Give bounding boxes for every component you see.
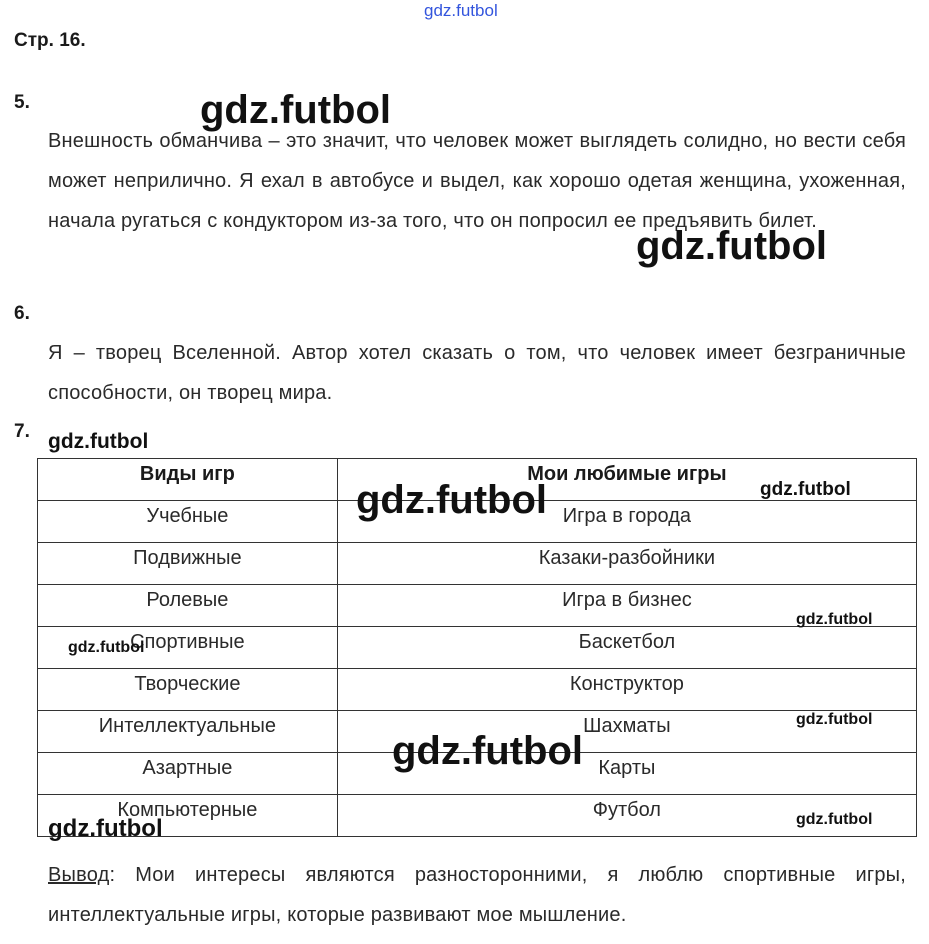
conclusion-text: : Мои интересы являются разносторонними, я люблю спортивные игры, интеллектуальные игры, которые развивают мое мышление. [48, 864, 906, 926]
favorite-game-cell: Конструктор [337, 669, 916, 711]
favorite-game-cell: Шахматы [337, 711, 916, 753]
watermark: gdz.futbol [796, 611, 873, 628]
table-row [38, 585, 917, 627]
table-row [38, 627, 917, 669]
favorite-game-cell: Игра в города [337, 501, 916, 543]
watermark: gdz.futbol [392, 729, 584, 773]
task-7-number: 7. [14, 421, 30, 442]
conclusion-label: Вывод [48, 864, 110, 886]
table-row [38, 669, 917, 711]
task-5-text: Внешность обманчива – это значит, что человек может выглядеть солидно, но вести себя может неприлично. Я ехал в автобусе и выдел, как хорошо одетая женщина, ухоженная, начала ругаться с кондуктором из-за того, что он попросил ее предъявить билет. [48, 130, 906, 232]
game-type-cell: Спортивные [38, 627, 338, 669]
header-game-types: Виды игр [38, 459, 338, 501]
watermark: gdz.futbol [200, 88, 392, 132]
favorite-game-cell: Баскетбол [337, 627, 916, 669]
game-type-cell: Творческие [38, 669, 338, 711]
watermark: gdz.futbol [760, 479, 851, 500]
favorite-game-cell: Карты [337, 753, 916, 795]
game-type-cell: Интеллектуальные [38, 711, 338, 753]
favorite-game-cell: Футбол [337, 795, 916, 837]
watermark: gdz.futbol [48, 815, 163, 842]
table-row [38, 795, 917, 837]
game-type-cell: Подвижные [38, 543, 338, 585]
game-type-cell: Компьютерные [38, 795, 338, 837]
watermark: gdz.futbol [796, 711, 873, 728]
game-type-cell: Азартные [38, 753, 338, 795]
watermark: gdz.futbol [68, 639, 145, 656]
game-type-cell: Учебные [38, 501, 338, 543]
page-label: Стр. 16. [14, 30, 86, 51]
watermark: gdz.futbol [636, 224, 828, 268]
task-6-number: 6. [14, 303, 30, 324]
favorite-game-cell: Казаки-разбойники [337, 543, 916, 585]
task-7-conclusion [48, 855, 906, 935]
task-6-text: Я – творец Вселенной. Автор хотел сказать о том, что человек имеет безграничные способности, он творец мира. [48, 342, 906, 404]
favorite-game-cell: Игра в бизнес [337, 585, 916, 627]
watermark: gdz.futbol [48, 430, 149, 453]
watermark-top: gdz.futbol [424, 1, 498, 20]
game-type-cell: Ролевые [38, 585, 338, 627]
header-favorite-games: Мои любимые игры [337, 459, 916, 501]
task-5-number: 5. [14, 92, 30, 113]
table-row [38, 543, 917, 585]
watermark: gdz.futbol [356, 478, 548, 522]
watermark: gdz.futbol [796, 811, 873, 828]
